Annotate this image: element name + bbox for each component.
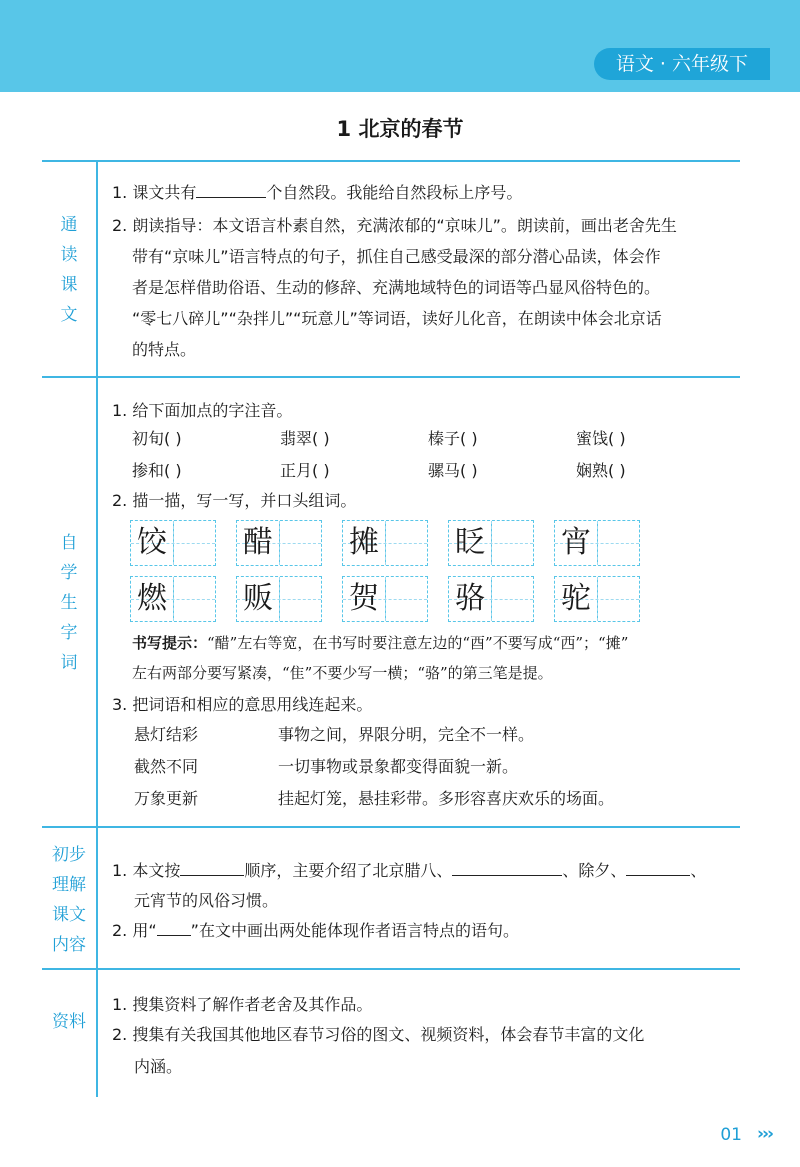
divider-1 — [42, 376, 740, 378]
ziliao-item-2-cont: 内涵。 — [134, 1057, 183, 1076]
zixue-q3: 3. 把词语和相应的意思用线连起来。 — [112, 695, 373, 714]
writing-box[interactable]: 燃 — [130, 576, 216, 622]
divider-2 — [42, 826, 740, 828]
section-label-tongdu: 通 读 课 文 — [60, 215, 78, 325]
writing-box[interactable]: 贺 — [342, 576, 428, 622]
writing-box[interactable]: 驼 — [554, 576, 640, 622]
match-row-3: 万象更新 挂起灯笼，悬挂彩带。多形容喜庆欢乐的场面。 — [134, 789, 615, 808]
divider-top — [42, 160, 740, 162]
chubu-item-1: 1. 本文按 顺序，主要介绍了北京腊八、 、除夕、 、 — [112, 856, 706, 886]
chevron-right-icon: ››› — [756, 1124, 772, 1144]
writing-box[interactable]: 眨 — [448, 520, 534, 566]
writing-tip: 书写提示：“醋”左右等宽，在书写时要注意左边的“酉”不要写成“西”；“摊” 左右两部分要写紧凑，“隹”不要少写一横；“骆”的第三笔是提。 — [132, 634, 629, 682]
match-row-1: 悬灯结彩 事物之间，界限分明，完全不一样。 — [134, 725, 535, 744]
section-label-zixue: 自 学 生 字 词 — [60, 533, 78, 673]
section-label-chubu: 初步 理解 课文 内容 — [52, 845, 86, 955]
ziliao-item-1: 1. 搜集资料了解作者老舍及其作品。 — [112, 995, 373, 1014]
writing-box[interactable]: 宵 — [554, 520, 640, 566]
zixue-q2: 2. 描一描，写一写，并口头组词。 — [112, 491, 357, 510]
book-label: 语文 · 六年级下 — [594, 48, 770, 80]
pinyin-row-2: 掺 ·和( ) 正 ·月( ) 骡 ·马( ) 娴 ·熟( ) — [132, 456, 626, 486]
lesson-title: 1 北京的春节 — [336, 117, 464, 141]
writing-grid-row-1 — [130, 520, 640, 566]
page-number: 01 — [720, 1125, 742, 1145]
section-divider-vertical — [96, 160, 98, 1097]
section-label-ziliao: 资料 — [52, 1012, 86, 1032]
tongdu-item-2: 2. 朗读指导：本文语言朴素自然，充满浓郁的“京味儿”。朗读前，画出老舍先生 带有“京味儿”语言特点的句子，抓住自己感受最深的部分潜心品读，体会作 者是怎样借助俗语、生动的修辞、充满地域特色的词语等凸显风俗特色的。 “零七八碎儿”“杂拌儿”“玩意儿”等词语，读好儿化音，在朗读中体会北京话 的特点。 — [112, 216, 677, 359]
writing-box[interactable]: 饺 — [130, 520, 216, 566]
divider-3 — [42, 968, 740, 970]
chubu-item-1-cont: 元宵节的风俗习惯。 — [134, 891, 279, 910]
tongdu-item-1: 1. 课文共有 个自然段。我能给自然段标上序号。 — [112, 178, 522, 208]
match-row-2: 截然不同 一切事物或景象都变得面貌一新。 — [134, 757, 519, 776]
answer-blank[interactable] — [196, 179, 266, 198]
writing-box[interactable]: 醋 — [236, 520, 322, 566]
writing-box[interactable]: 摊 — [342, 520, 428, 566]
writing-box[interactable]: 贩 — [236, 576, 322, 622]
zixue-q1: 1. 给下面加点的字注音。 — [112, 401, 293, 420]
pinyin-row-1: 初旬 ·( ) 翡翠 ·( ) 榛子 ·( ) 蜜饯 ·( ) — [132, 424, 626, 454]
answer-blank[interactable] — [452, 857, 562, 876]
underline-sample — [157, 917, 191, 936]
answer-blank[interactable] — [180, 857, 244, 876]
writing-grid-row-2 — [130, 576, 640, 622]
chubu-item-2: 2. 用“ ”在文中画出两处能体现作者语言特点的语句。 — [112, 916, 519, 946]
writing-box[interactable]: 骆 — [448, 576, 534, 622]
answer-blank[interactable] — [626, 857, 690, 876]
ziliao-item-2: 2. 搜集有关我国其他地区春节习俗的图文、视频资料，体会春节丰富的文化 — [112, 1025, 645, 1044]
